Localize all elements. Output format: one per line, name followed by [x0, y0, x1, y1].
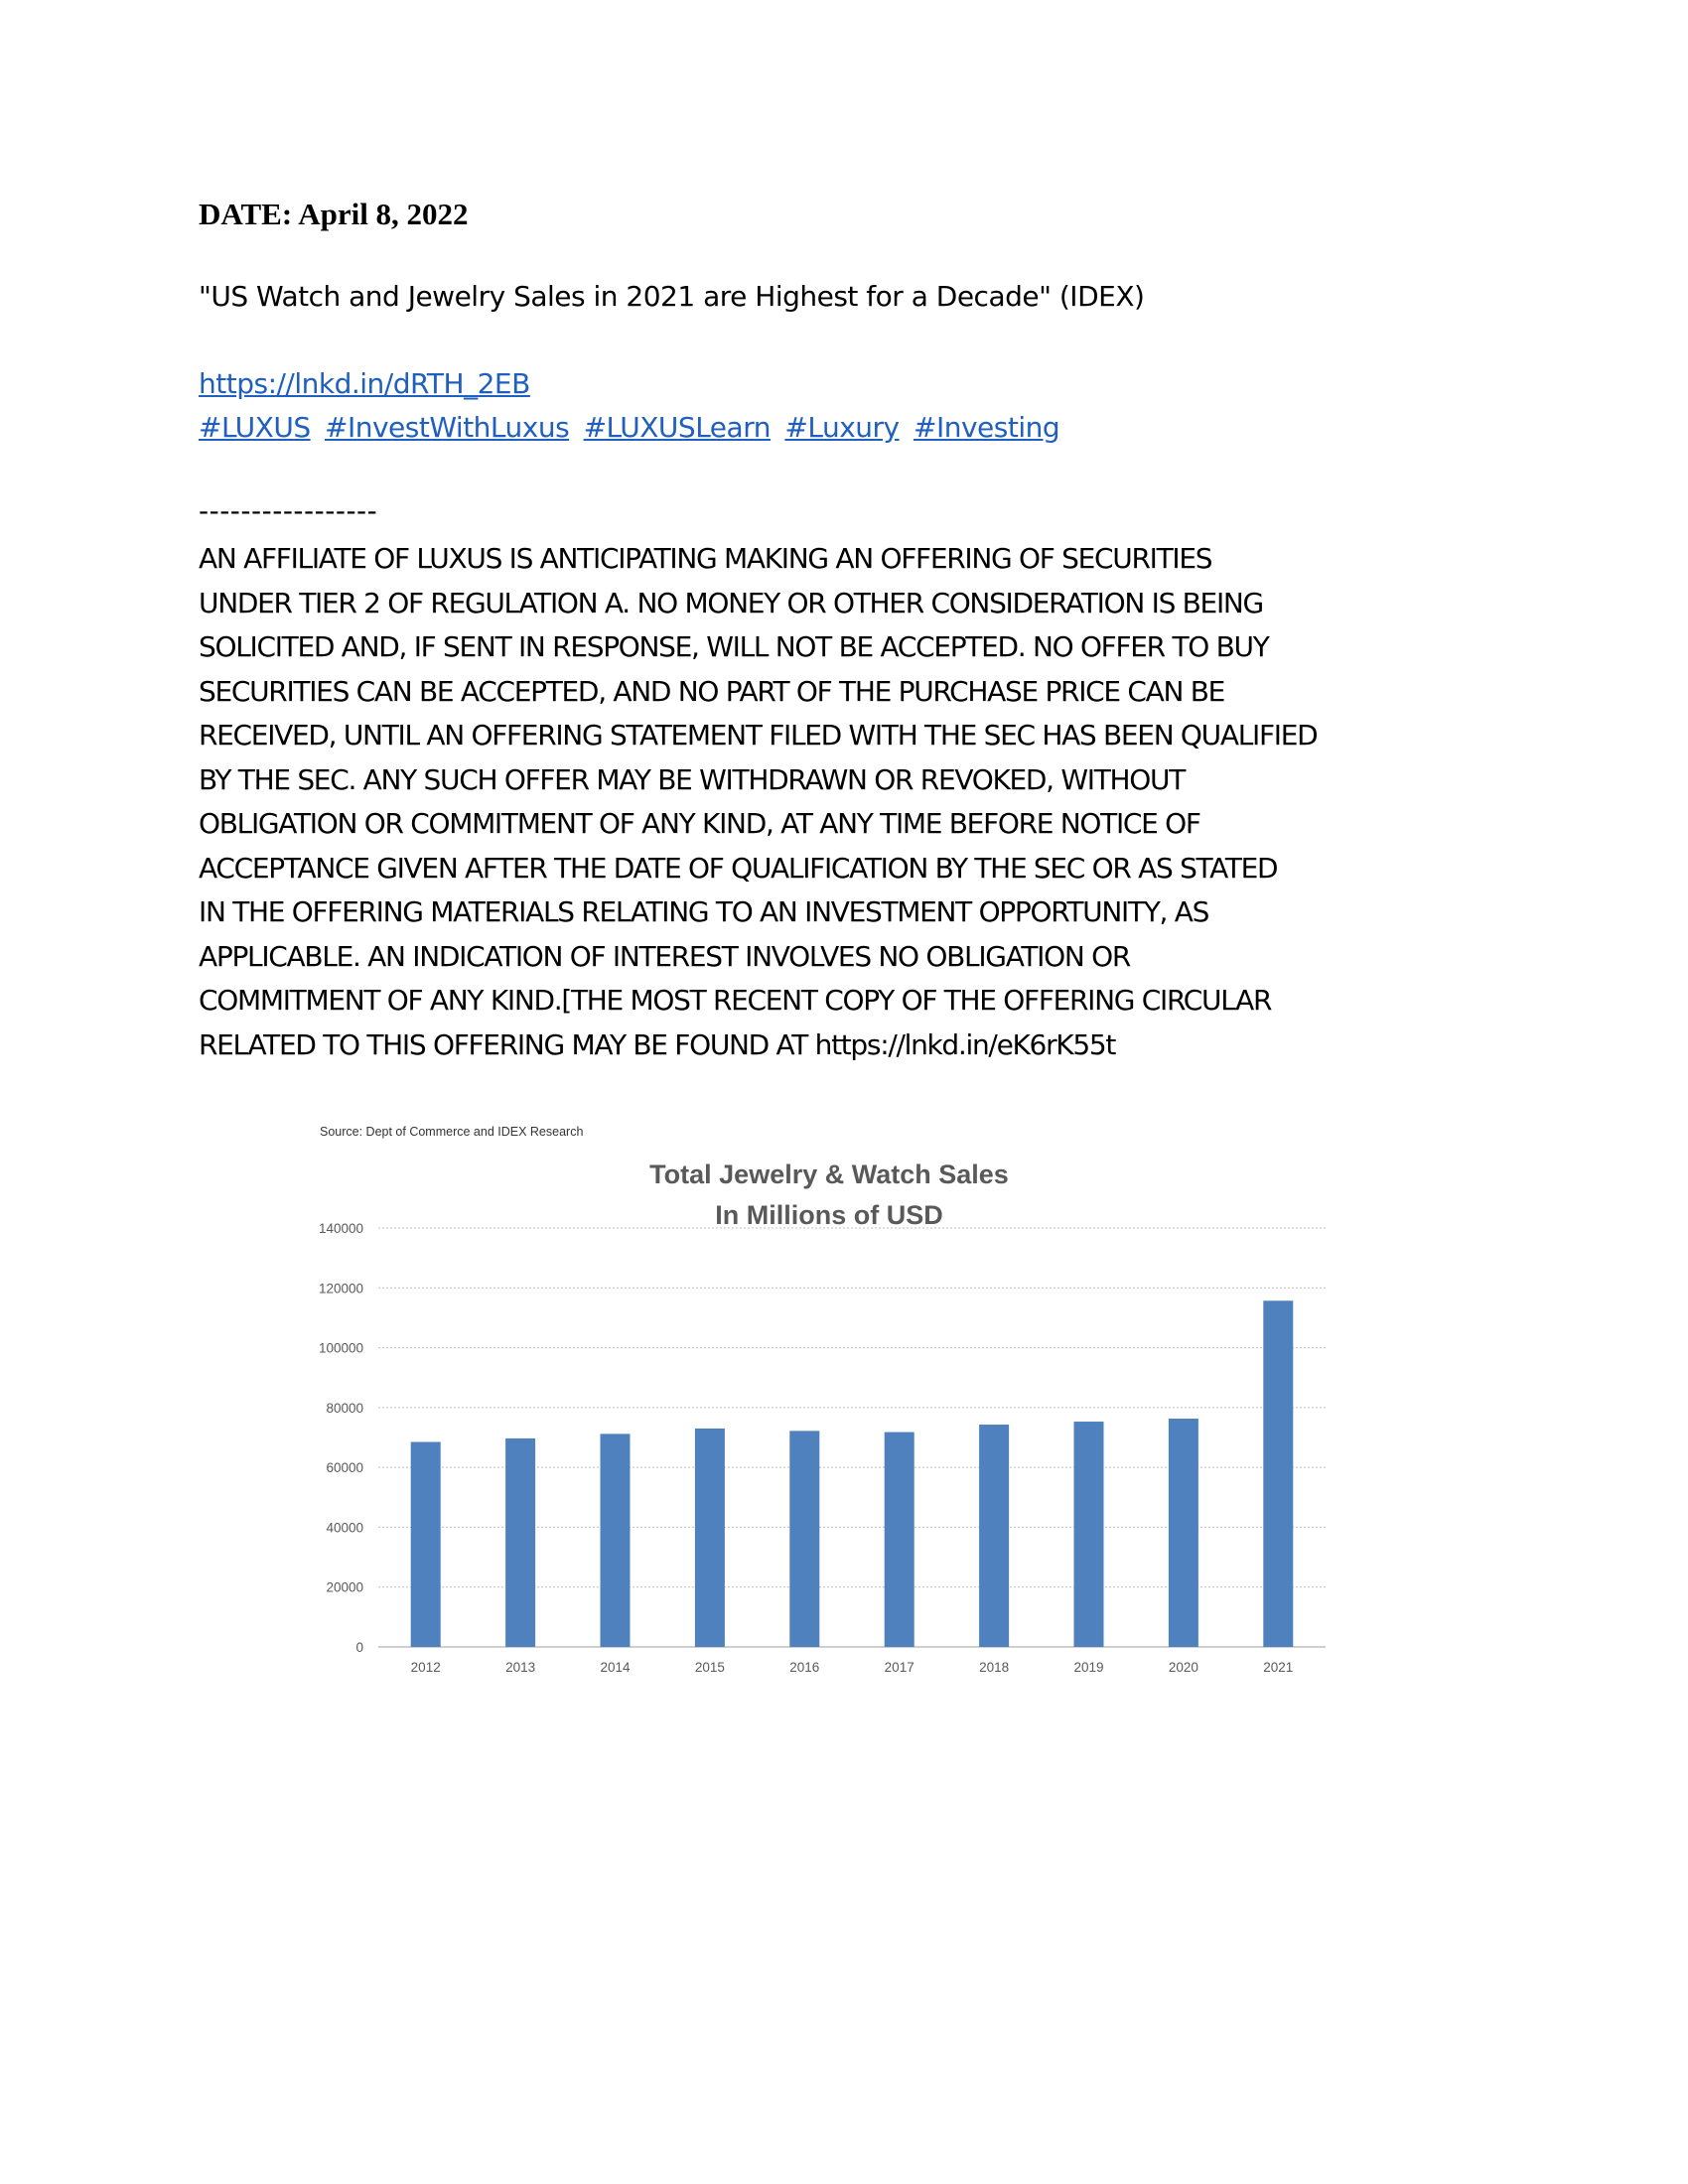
x-tick-label: 2016	[789, 1660, 820, 1675]
bars	[411, 1300, 1294, 1647]
y-tick-label: 60000	[326, 1460, 363, 1476]
y-tick-label: 140000	[318, 1221, 363, 1236]
disclaimer-line: RELATED TO THIS OFFERING MAY BE FOUND AT https://lnkd.in/eK6rK55t	[199, 1027, 1116, 1061]
disclaimer-line: SOLICITED AND, IF SENT IN RESPONSE, WILL NOT BE ACCEPTED. NO OFFER TO BUY	[199, 630, 1269, 663]
article-link[interactable]: https://lnkd.in/dRTH_2EB	[199, 367, 530, 400]
disclaimer-line: UNDER TIER 2 OF REGULATION A. NO MONEY OR OTHER CONSIDERATION IS BEING	[199, 586, 1263, 619]
x-tick-label: 2014	[600, 1660, 631, 1675]
sales-chart	[298, 1112, 1350, 1707]
chart-title: Total Jewelry & Watch Sales	[649, 1160, 1009, 1189]
disclaimer-line: RECEIVED, UNTIL AN OFFERING STATEMENT FILED WITH THE SEC HAS BEEN QUALIFIED	[199, 719, 1318, 751]
x-tick-label: 2020	[1168, 1660, 1198, 1675]
x-tick-label: 2018	[979, 1660, 1010, 1675]
bar-2019	[1074, 1422, 1104, 1647]
y-axis-ticks	[319, 1221, 363, 1655]
bar-2018	[979, 1425, 1009, 1647]
x-axis-ticks	[411, 1660, 1294, 1675]
dash-divider: -----------------	[199, 494, 378, 527]
disclaimer-block	[199, 537, 1509, 1067]
hashtag-link-investwithluxus[interactable]: #InvestWithLuxus	[325, 411, 570, 444]
bar-2012	[411, 1442, 441, 1647]
bar-2016	[789, 1431, 819, 1647]
bar-2017	[885, 1433, 914, 1647]
bar-2021	[1263, 1300, 1293, 1647]
disclaimer-line: BY THE SEC. ANY SUCH OFFER MAY BE WITHDRAWN OR REVOKED, WITHOUT	[199, 762, 1185, 796]
chart-source-note: Source: Dept of Commerce and IDEX Research	[320, 1125, 584, 1139]
hashtag-line	[199, 411, 1065, 444]
bar-2020	[1169, 1419, 1198, 1647]
x-tick-label: 2012	[410, 1660, 441, 1675]
disclaimer-line: OBLIGATION OR COMMITMENT OF ANY KIND, AT ANY TIME BEFORE NOTICE OF	[199, 807, 1200, 840]
x-tick-label: 2017	[884, 1660, 914, 1675]
x-tick-label: 2019	[1073, 1660, 1104, 1675]
y-tick-label: 120000	[318, 1281, 363, 1297]
hashtag-link-luxus[interactable]: #LUXUS	[199, 411, 311, 444]
disclaimer-line: AN AFFILIATE OF LUXUS IS ANTICIPATING MAKING AN OFFERING OF SECURITIES	[199, 542, 1212, 575]
y-tick-label: 80000	[326, 1400, 363, 1416]
hashtag-link-luxury[interactable]: #Luxury	[784, 411, 900, 444]
disclaimer-line: ACCEPTANCE GIVEN AFTER THE DATE OF QUALIFICATION BY THE SEC OR AS STATED	[199, 851, 1278, 885]
x-tick-label: 2021	[1263, 1660, 1294, 1675]
disclaimer-line: COMMITMENT OF ANY KIND.[THE MOST RECENT COPY OF THE OFFERING CIRCULAR	[199, 984, 1272, 1017]
article-quote: "US Watch and Jewelry Sales in 2021 are Highest for a Decade" (IDEX)	[199, 280, 1145, 313]
bar-2013	[505, 1438, 535, 1647]
bar-chart-svg	[298, 1112, 1350, 1707]
bar-2015	[695, 1429, 725, 1647]
hashtag-link-investing[interactable]: #Investing	[914, 411, 1060, 444]
x-tick-label: 2013	[505, 1660, 536, 1675]
bar-2014	[601, 1433, 631, 1647]
date-line: DATE: April 8, 2022	[199, 197, 469, 231]
disclaimer-line: IN THE OFFERING MATERIALS RELATING TO AN INVESTMENT OPPORTUNITY, AS	[199, 895, 1209, 928]
hashtag-link-luxuslearn[interactable]: #LUXUSLearn	[583, 411, 771, 444]
y-tick-label: 100000	[318, 1340, 363, 1356]
y-tick-label: 40000	[326, 1520, 363, 1536]
y-tick-label: 20000	[326, 1579, 363, 1595]
disclaimer-line: SECURITIES CAN BE ACCEPTED, AND NO PART OF THE PURCHASE PRICE CAN BE	[199, 674, 1225, 708]
disclaimer-line: APPLICABLE. AN INDICATION OF INTEREST INVOLVES NO OBLIGATION OR	[199, 939, 1131, 973]
y-tick-label: 0	[355, 1640, 363, 1655]
chart-subtitle: In Millions of USD	[715, 1200, 943, 1230]
x-tick-label: 2015	[694, 1660, 725, 1675]
link-line	[199, 367, 530, 400]
